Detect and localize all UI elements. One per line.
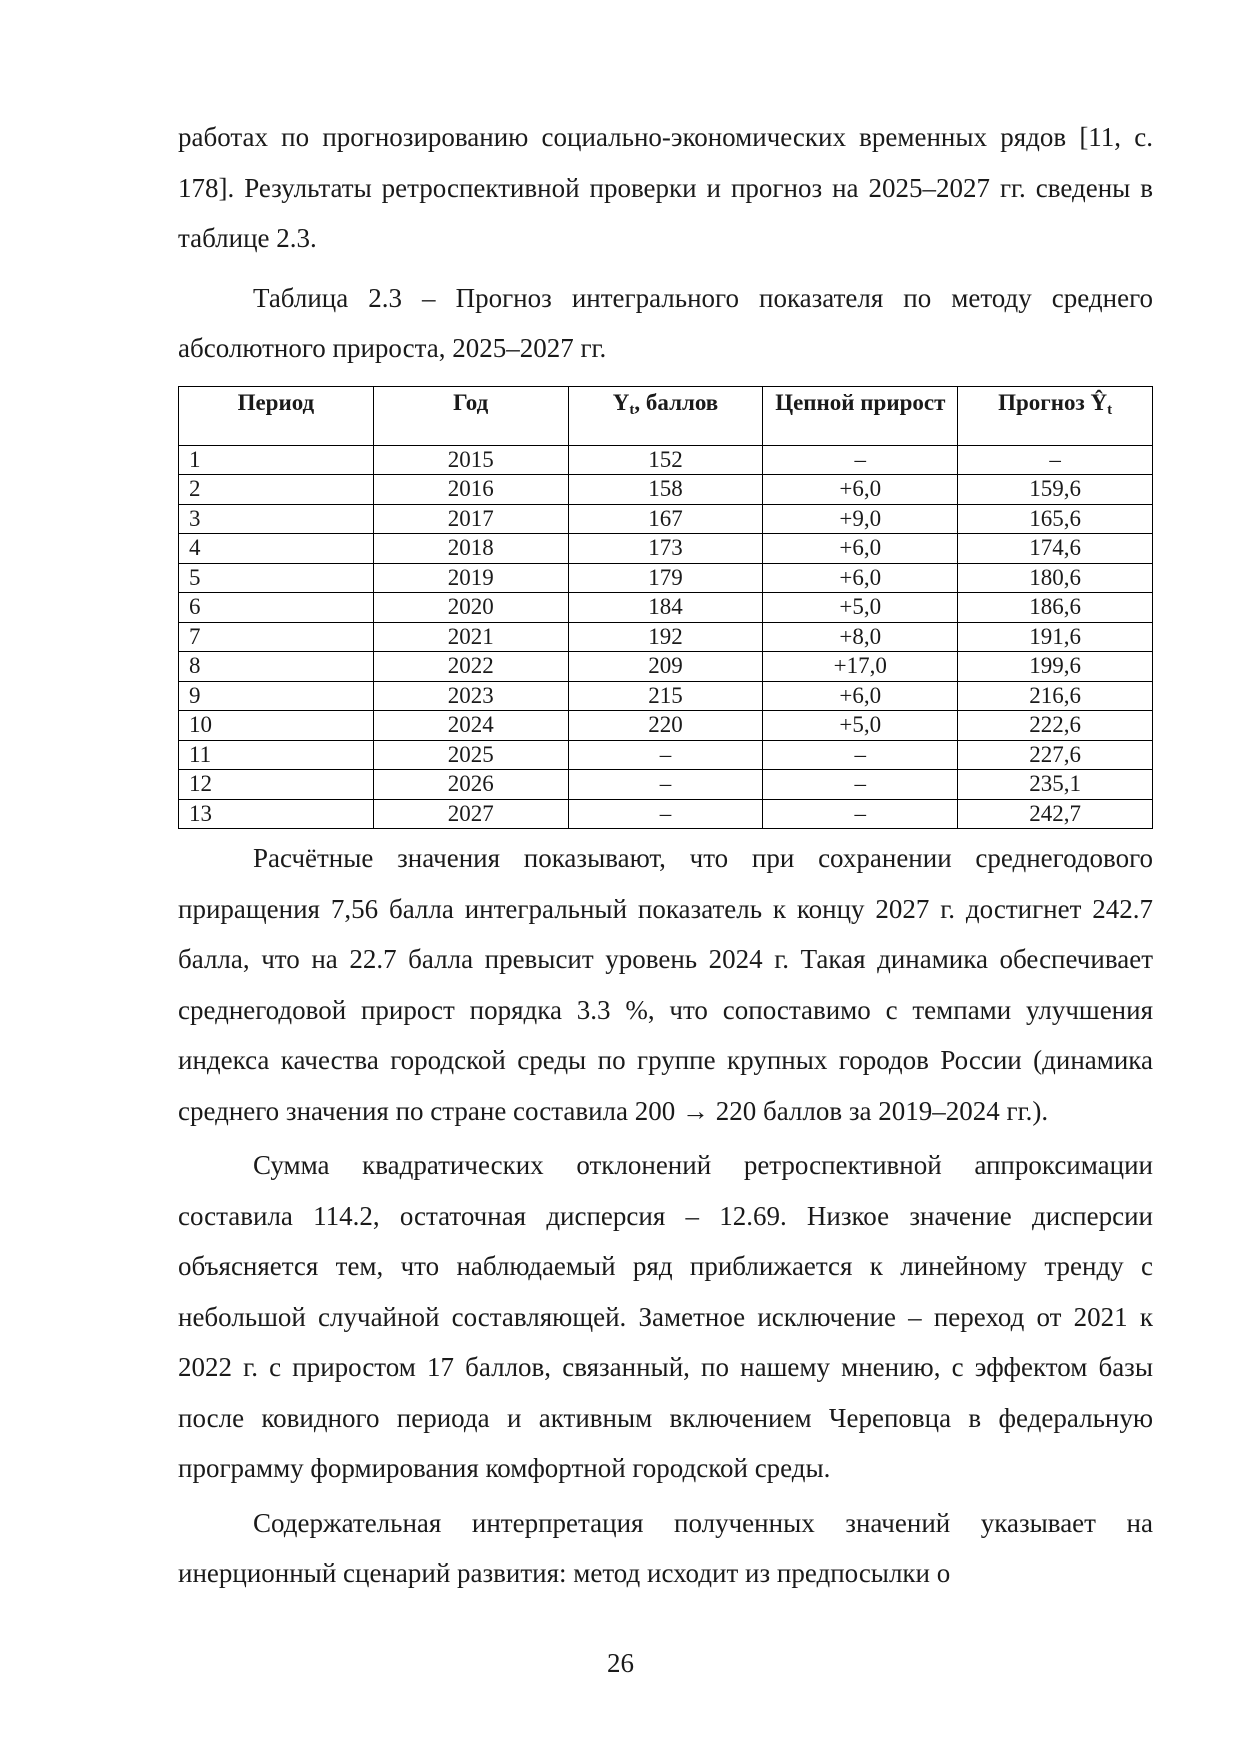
cell-forecast: 222,6 bbox=[958, 711, 1153, 741]
cell-y-value: – bbox=[568, 799, 763, 829]
paragraph-deviations: Сумма квадратических отклонений ретроспективной аппроксимации составила 114.2, остаточная дисперсия – 12.69. Низкое значение дисперсии объясняется тем, что наблюдаемый ряд приближается к линейному тренду с небольшой случайной составляющей. Заметное исключение – переход от 2021 к 2022 г. с приростом 17 баллов, связанный, по нашему мнению, с эффектом базы после ковидного периода и активным включением Череповца в федеральную программу формирования комфортной городской среды. bbox=[178, 1150, 1153, 1483]
cell-forecast: – bbox=[958, 445, 1153, 475]
cell-forecast: 235,1 bbox=[958, 770, 1153, 800]
cell-y-value: 192 bbox=[568, 622, 763, 652]
table-row bbox=[179, 770, 1153, 800]
cell-chain-growth: +6,0 bbox=[763, 475, 958, 505]
cell-forecast: 186,6 bbox=[958, 593, 1153, 623]
cell-period: 13 bbox=[179, 799, 374, 829]
cell-y-value: 158 bbox=[568, 475, 763, 505]
cell-forecast: 165,6 bbox=[958, 504, 1153, 534]
cell-period: 4 bbox=[179, 534, 374, 564]
cell-chain-growth: +8,0 bbox=[763, 622, 958, 652]
paragraph-interpretation: Содержательная интерпретация полученных значений указывает на инерционный сценарий развития: метод исходит из предпосылки о bbox=[178, 1507, 1153, 1588]
cell-y-value: 220 bbox=[568, 711, 763, 741]
cell-year: 2027 bbox=[373, 799, 568, 829]
cell-y-value: 152 bbox=[568, 445, 763, 475]
table-row bbox=[179, 681, 1153, 711]
forecast-table bbox=[178, 386, 1153, 830]
document-page bbox=[178, 112, 1153, 1599]
cell-y-value: – bbox=[568, 770, 763, 800]
cell-chain-growth: +6,0 bbox=[763, 563, 958, 593]
paragraph-intro: работах по прогнозированию социально-экономических временных рядов [11, с. 178]. Результаты ретроспективной проверки и прогноз на 2025–2027 гг. сведены в таблице 2.3. bbox=[178, 122, 1153, 253]
cell-year: 2026 bbox=[373, 770, 568, 800]
table-row bbox=[179, 504, 1153, 534]
table-row bbox=[179, 534, 1153, 564]
cell-forecast: 227,6 bbox=[958, 740, 1153, 770]
cell-period: 6 bbox=[179, 593, 374, 623]
header-forecast: Прогноз $Ŷ_t$ bbox=[958, 386, 1153, 445]
table-row bbox=[179, 740, 1153, 770]
cell-y-value: 184 bbox=[568, 593, 763, 623]
table-caption: Таблица 2.3 – Прогноз интегрального показателя по методу среднего абсолютного прироста, 2025–2027 гг. bbox=[178, 282, 1153, 363]
cell-y-value: 215 bbox=[568, 681, 763, 711]
cell-period: 3 bbox=[179, 504, 374, 534]
header-period: Период bbox=[179, 386, 374, 445]
cell-chain-growth: +6,0 bbox=[763, 534, 958, 564]
cell-chain-growth: – bbox=[763, 740, 958, 770]
cell-chain-growth: +9,0 bbox=[763, 504, 958, 534]
cell-period: 12 bbox=[179, 770, 374, 800]
cell-chain-growth: +17,0 bbox=[763, 652, 958, 682]
cell-year: 2020 bbox=[373, 593, 568, 623]
cell-y-value: 167 bbox=[568, 504, 763, 534]
cell-year: 2016 bbox=[373, 475, 568, 505]
cell-period: 5 bbox=[179, 563, 374, 593]
cell-chain-growth: – bbox=[763, 799, 958, 829]
cell-forecast: 216,6 bbox=[958, 681, 1153, 711]
table-row bbox=[179, 445, 1153, 475]
cell-year: 2021 bbox=[373, 622, 568, 652]
cell-period: 1 bbox=[179, 445, 374, 475]
cell-year: 2015 bbox=[373, 445, 568, 475]
cell-chain-growth: +5,0 bbox=[763, 711, 958, 741]
cell-y-value: – bbox=[568, 740, 763, 770]
cell-period: 2 bbox=[179, 475, 374, 505]
cell-forecast: 242,7 bbox=[958, 799, 1153, 829]
table-header-row bbox=[179, 386, 1153, 445]
cell-period: 7 bbox=[179, 622, 374, 652]
header-y-value: $Y_t$, баллов bbox=[568, 386, 763, 445]
table-row bbox=[179, 593, 1153, 623]
cell-year: 2019 bbox=[373, 563, 568, 593]
cell-chain-growth: +6,0 bbox=[763, 681, 958, 711]
cell-period: 10 bbox=[179, 711, 374, 741]
cell-forecast: 191,6 bbox=[958, 622, 1153, 652]
table-body bbox=[179, 445, 1153, 829]
cell-year: 2022 bbox=[373, 652, 568, 682]
cell-chain-growth: +5,0 bbox=[763, 593, 958, 623]
cell-year: 2018 bbox=[373, 534, 568, 564]
cell-y-value: 179 bbox=[568, 563, 763, 593]
cell-chain-growth: – bbox=[763, 770, 958, 800]
table-row bbox=[179, 475, 1153, 505]
cell-forecast: 159,6 bbox=[958, 475, 1153, 505]
cell-year: 2023 bbox=[373, 681, 568, 711]
table-row bbox=[179, 799, 1153, 829]
header-chain-growth: Цепной прирост bbox=[763, 386, 958, 445]
cell-year: 2017 bbox=[373, 504, 568, 534]
table-row bbox=[179, 652, 1153, 682]
cell-forecast: 174,6 bbox=[958, 534, 1153, 564]
table-row bbox=[179, 563, 1153, 593]
table-row bbox=[179, 622, 1153, 652]
table-row bbox=[179, 711, 1153, 741]
header-year: Год bbox=[373, 386, 568, 445]
page-number: 26 bbox=[607, 1648, 634, 1678]
cell-year: 2025 bbox=[373, 740, 568, 770]
cell-period: 9 bbox=[179, 681, 374, 711]
cell-y-value: 209 bbox=[568, 652, 763, 682]
cell-year: 2024 bbox=[373, 711, 568, 741]
cell-period: 8 bbox=[179, 652, 374, 682]
cell-forecast: 180,6 bbox=[958, 563, 1153, 593]
cell-chain-growth: – bbox=[763, 445, 958, 475]
paragraph-calculated-values: Расчётные значения показывают, что при сохранении среднегодового приращения 7,56 балла интегральный показатель к концу 2027 г. достигнет 242.7 балла, что на 22.7 балла превысит уровень 2024 г. Такая динамика обеспечивает среднегодовой прирост порядка 3.3 %, что сопоставимо с темпами улучшения индекса качества городской среды по группе крупных городов России (динамика среднего значения по стране составила 200 → 220 баллов за 2019–2024 гг.). bbox=[178, 843, 1153, 1126]
cell-forecast: 199,6 bbox=[958, 652, 1153, 682]
cell-y-value: 173 bbox=[568, 534, 763, 564]
cell-period: 11 bbox=[179, 740, 374, 770]
